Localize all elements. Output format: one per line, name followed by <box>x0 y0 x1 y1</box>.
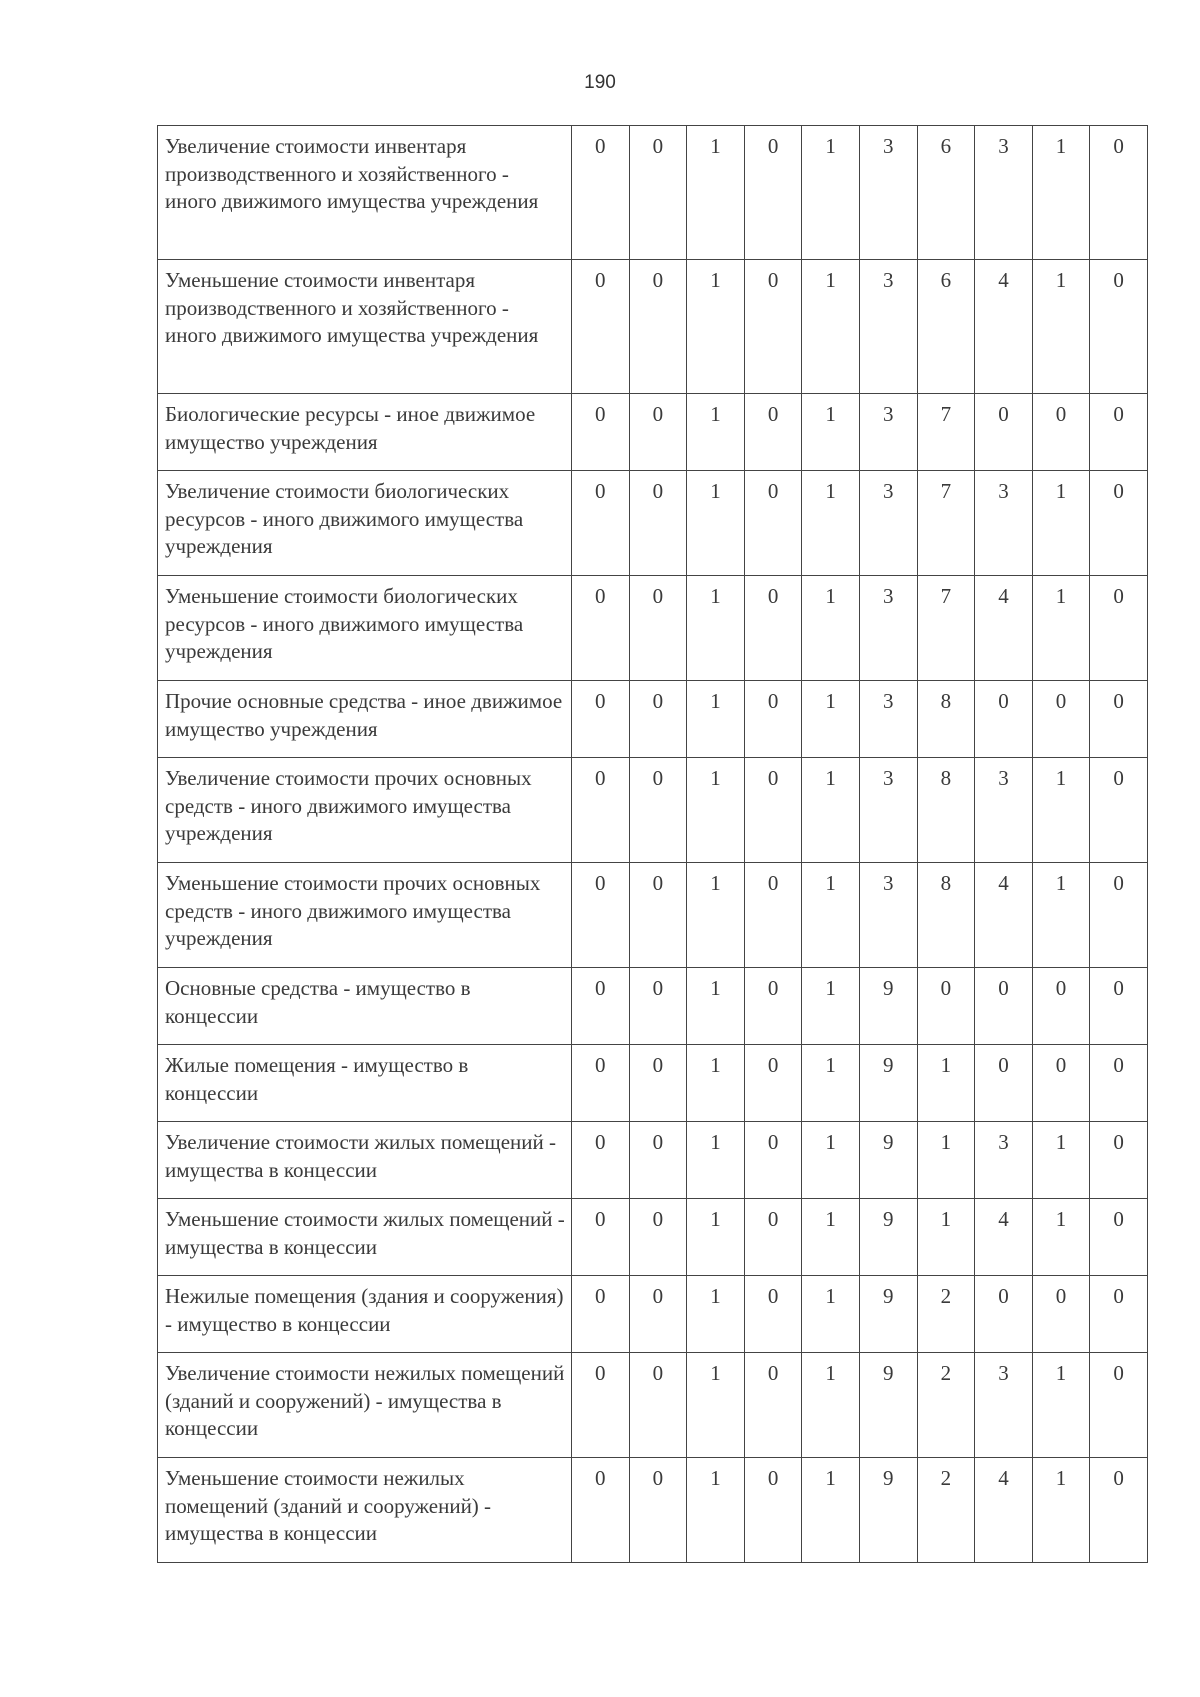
code-digit-cell: 3 <box>859 576 917 681</box>
code-digit-cell: 0 <box>629 1045 687 1122</box>
code-digit-cell: 4 <box>975 1199 1033 1276</box>
code-digit-cell: 1 <box>802 1458 860 1563</box>
code-digit-cell: 0 <box>744 1276 802 1353</box>
code-digit-cell: 6 <box>917 126 975 260</box>
code-digit-cell: 0 <box>629 1353 687 1458</box>
code-digit-cell: 1 <box>687 681 745 758</box>
code-digit-cell: 0 <box>572 471 630 576</box>
code-digit-cell: 1 <box>687 126 745 260</box>
account-name-cell: Уменьшение стоимости жилых помещений - имущества в концессии <box>158 1199 572 1276</box>
account-codes-table <box>157 125 1148 1563</box>
table-row <box>158 1353 1148 1458</box>
code-digit-cell: 4 <box>975 576 1033 681</box>
code-digit-cell: 1 <box>802 394 860 471</box>
code-digit-cell: 1 <box>1032 471 1090 576</box>
code-digit-cell: 1 <box>687 1276 745 1353</box>
code-digit-cell: 0 <box>975 1045 1033 1122</box>
code-digit-cell: 1 <box>687 1122 745 1199</box>
account-name-cell: Нежилые помещения (здания и сооружения) - имущество в концессии <box>158 1276 572 1353</box>
code-digit-cell: 0 <box>917 968 975 1045</box>
table-row <box>158 1276 1148 1353</box>
code-digit-cell: 2 <box>917 1353 975 1458</box>
account-name-cell: Увеличение стоимости инвентаря производственного и хозяйственного - иного движимого имущества учреждения <box>158 126 572 260</box>
code-digit-cell: 7 <box>917 576 975 681</box>
code-digit-cell: 0 <box>572 1045 630 1122</box>
code-digit-cell: 3 <box>975 471 1033 576</box>
code-digit-cell: 0 <box>744 1122 802 1199</box>
code-digit-cell: 1 <box>802 576 860 681</box>
code-digit-cell: 0 <box>572 1458 630 1563</box>
code-digit-cell: 7 <box>917 471 975 576</box>
code-digit-cell: 9 <box>859 1353 917 1458</box>
code-digit-cell: 1 <box>1032 863 1090 968</box>
code-digit-cell: 1 <box>687 758 745 863</box>
code-digit-cell: 0 <box>629 1458 687 1563</box>
code-digit-cell: 1 <box>1032 576 1090 681</box>
code-digit-cell: 3 <box>859 681 917 758</box>
code-digit-cell: 1 <box>802 471 860 576</box>
code-digit-cell: 0 <box>572 1353 630 1458</box>
code-digit-cell: 0 <box>1090 1199 1148 1276</box>
code-digit-cell: 1 <box>1032 126 1090 260</box>
code-digit-cell: 0 <box>572 681 630 758</box>
code-digit-cell: 1 <box>802 968 860 1045</box>
code-digit-cell: 0 <box>1032 394 1090 471</box>
code-digit-cell: 0 <box>572 260 630 394</box>
code-digit-cell: 4 <box>975 1458 1033 1563</box>
page-number: 190 <box>584 72 616 93</box>
code-digit-cell: 1 <box>1032 260 1090 394</box>
code-digit-cell: 4 <box>975 863 1033 968</box>
code-digit-cell: 0 <box>1032 1276 1090 1353</box>
code-digit-cell: 1 <box>687 1458 745 1563</box>
code-digit-cell: 0 <box>629 394 687 471</box>
code-digit-cell: 7 <box>917 394 975 471</box>
code-digit-cell: 1 <box>687 576 745 681</box>
code-digit-cell: 1 <box>802 1045 860 1122</box>
code-digit-cell: 0 <box>1090 681 1148 758</box>
code-digit-cell: 1 <box>802 1199 860 1276</box>
code-digit-cell: 0 <box>572 863 630 968</box>
code-digit-cell: 1 <box>687 394 745 471</box>
account-name-cell: Прочие основные средства - иное движимое имущество учреждения <box>158 681 572 758</box>
code-digit-cell: 0 <box>744 126 802 260</box>
code-digit-cell: 1 <box>802 863 860 968</box>
table-row <box>158 260 1148 394</box>
account-name-cell: Биологические ресурсы - иное движимое имущество учреждения <box>158 394 572 471</box>
code-digit-cell: 3 <box>859 471 917 576</box>
table-row <box>158 968 1148 1045</box>
account-name-cell: Уменьшение стоимости инвентаря производственного и хозяйственного - иного движимого имущества учреждения <box>158 260 572 394</box>
code-digit-cell: 3 <box>975 1353 1033 1458</box>
code-digit-cell: 3 <box>975 126 1033 260</box>
table-row <box>158 1122 1148 1199</box>
code-digit-cell: 1 <box>802 260 860 394</box>
account-name-cell: Уменьшение стоимости биологических ресурсов - иного движимого имущества учреждения <box>158 576 572 681</box>
account-name-cell: Увеличение стоимости биологических ресурсов - иного движимого имущества учреждения <box>158 471 572 576</box>
code-digit-cell: 1 <box>687 1045 745 1122</box>
table-body <box>158 126 1148 1563</box>
code-digit-cell: 1 <box>1032 1199 1090 1276</box>
account-name-cell: Увеличение стоимости жилых помещений - имущества в концессии <box>158 1122 572 1199</box>
code-digit-cell: 1 <box>802 1353 860 1458</box>
table-row <box>158 758 1148 863</box>
code-digit-cell: 1 <box>802 758 860 863</box>
code-digit-cell: 1 <box>802 126 860 260</box>
code-digit-cell: 0 <box>572 126 630 260</box>
code-digit-cell: 0 <box>629 471 687 576</box>
code-digit-cell: 1 <box>687 260 745 394</box>
code-digit-cell: 0 <box>572 1276 630 1353</box>
code-digit-cell: 0 <box>1090 1353 1148 1458</box>
code-digit-cell: 1 <box>1032 1353 1090 1458</box>
code-digit-cell: 0 <box>572 394 630 471</box>
code-digit-cell: 0 <box>744 968 802 1045</box>
table-row <box>158 681 1148 758</box>
code-digit-cell: 3 <box>859 394 917 471</box>
code-digit-cell: 0 <box>744 1353 802 1458</box>
code-digit-cell: 1 <box>687 863 745 968</box>
table-row <box>158 1199 1148 1276</box>
account-name-cell: Увеличение стоимости нежилых помещений (зданий и сооружений) - имущества в концессии <box>158 1353 572 1458</box>
code-digit-cell: 0 <box>744 576 802 681</box>
code-digit-cell: 0 <box>629 758 687 863</box>
code-digit-cell: 0 <box>1090 126 1148 260</box>
code-digit-cell: 0 <box>629 1199 687 1276</box>
code-digit-cell: 3 <box>859 863 917 968</box>
code-digit-cell: 0 <box>1090 758 1148 863</box>
code-digit-cell: 0 <box>572 758 630 863</box>
code-digit-cell: 9 <box>859 1458 917 1563</box>
code-digit-cell: 0 <box>1090 394 1148 471</box>
code-digit-cell: 0 <box>744 1045 802 1122</box>
code-digit-cell: 1 <box>802 1122 860 1199</box>
table-row <box>158 863 1148 968</box>
code-digit-cell: 8 <box>917 758 975 863</box>
code-digit-cell: 1 <box>687 1353 745 1458</box>
code-digit-cell: 0 <box>744 394 802 471</box>
code-digit-cell: 0 <box>572 576 630 681</box>
code-digit-cell: 1 <box>1032 1458 1090 1563</box>
code-digit-cell: 1 <box>687 471 745 576</box>
code-digit-cell: 9 <box>859 1199 917 1276</box>
code-digit-cell: 0 <box>744 1199 802 1276</box>
code-digit-cell: 0 <box>744 758 802 863</box>
account-name-cell: Уменьшение стоимости прочих основных средств - иного движимого имущества учреждения <box>158 863 572 968</box>
code-digit-cell: 0 <box>572 968 630 1045</box>
code-digit-cell: 0 <box>572 1199 630 1276</box>
account-name-cell: Основные средства - имущество в концессии <box>158 968 572 1045</box>
table-row <box>158 576 1148 681</box>
code-digit-cell: 0 <box>1090 863 1148 968</box>
code-digit-cell: 1 <box>917 1122 975 1199</box>
code-digit-cell: 1 <box>687 1199 745 1276</box>
code-digit-cell: 9 <box>859 1122 917 1199</box>
code-digit-cell: 0 <box>629 1276 687 1353</box>
table-row <box>158 126 1148 260</box>
code-digit-cell: 0 <box>629 863 687 968</box>
code-digit-cell: 0 <box>1032 968 1090 1045</box>
code-digit-cell: 2 <box>917 1458 975 1563</box>
code-digit-cell: 0 <box>975 1276 1033 1353</box>
code-digit-cell: 0 <box>1090 260 1148 394</box>
code-digit-cell: 9 <box>859 1276 917 1353</box>
code-digit-cell: 0 <box>744 681 802 758</box>
code-digit-cell: 0 <box>629 576 687 681</box>
code-digit-cell: 0 <box>975 968 1033 1045</box>
table-row <box>158 1458 1148 1563</box>
code-digit-cell: 0 <box>629 681 687 758</box>
account-name-cell: Увеличение стоимости прочих основных средств - иного движимого имущества учреждения <box>158 758 572 863</box>
code-digit-cell: 6 <box>917 260 975 394</box>
code-digit-cell: 0 <box>1090 1458 1148 1563</box>
table-row <box>158 471 1148 576</box>
code-digit-cell: 1 <box>917 1199 975 1276</box>
code-digit-cell: 1 <box>917 1045 975 1122</box>
code-digit-cell: 3 <box>859 758 917 863</box>
code-digit-cell: 8 <box>917 863 975 968</box>
code-digit-cell: 0 <box>975 394 1033 471</box>
code-digit-cell: 0 <box>1032 681 1090 758</box>
table-row <box>158 394 1148 471</box>
code-digit-cell: 9 <box>859 1045 917 1122</box>
code-digit-cell: 0 <box>1090 471 1148 576</box>
code-digit-cell: 0 <box>1090 576 1148 681</box>
code-digit-cell: 1 <box>802 1276 860 1353</box>
code-digit-cell: 3 <box>975 1122 1033 1199</box>
code-digit-cell: 1 <box>687 968 745 1045</box>
code-digit-cell: 0 <box>629 126 687 260</box>
code-digit-cell: 0 <box>1090 1122 1148 1199</box>
code-digit-cell: 0 <box>629 260 687 394</box>
code-digit-cell: 1 <box>1032 758 1090 863</box>
code-digit-cell: 0 <box>1032 1045 1090 1122</box>
table-row <box>158 1045 1148 1122</box>
code-digit-cell: 9 <box>859 968 917 1045</box>
account-name-cell: Уменьшение стоимости нежилых помещений (зданий и сооружений) - имущества в концессии <box>158 1458 572 1563</box>
code-digit-cell: 0 <box>744 471 802 576</box>
code-digit-cell: 0 <box>744 863 802 968</box>
code-digit-cell: 0 <box>1090 968 1148 1045</box>
code-digit-cell: 1 <box>1032 1122 1090 1199</box>
code-digit-cell: 2 <box>917 1276 975 1353</box>
code-digit-cell: 0 <box>744 1458 802 1563</box>
code-digit-cell: 0 <box>1090 1045 1148 1122</box>
code-digit-cell: 0 <box>1090 1276 1148 1353</box>
code-digit-cell: 4 <box>975 260 1033 394</box>
code-digit-cell: 0 <box>975 681 1033 758</box>
code-digit-cell: 3 <box>975 758 1033 863</box>
code-digit-cell: 0 <box>572 1122 630 1199</box>
account-name-cell: Жилые помещения - имущество в концессии <box>158 1045 572 1122</box>
code-digit-cell: 0 <box>629 968 687 1045</box>
code-digit-cell: 8 <box>917 681 975 758</box>
code-digit-cell: 3 <box>859 260 917 394</box>
code-digit-cell: 0 <box>629 1122 687 1199</box>
code-digit-cell: 0 <box>744 260 802 394</box>
code-digit-cell: 3 <box>859 126 917 260</box>
code-digit-cell: 1 <box>802 681 860 758</box>
